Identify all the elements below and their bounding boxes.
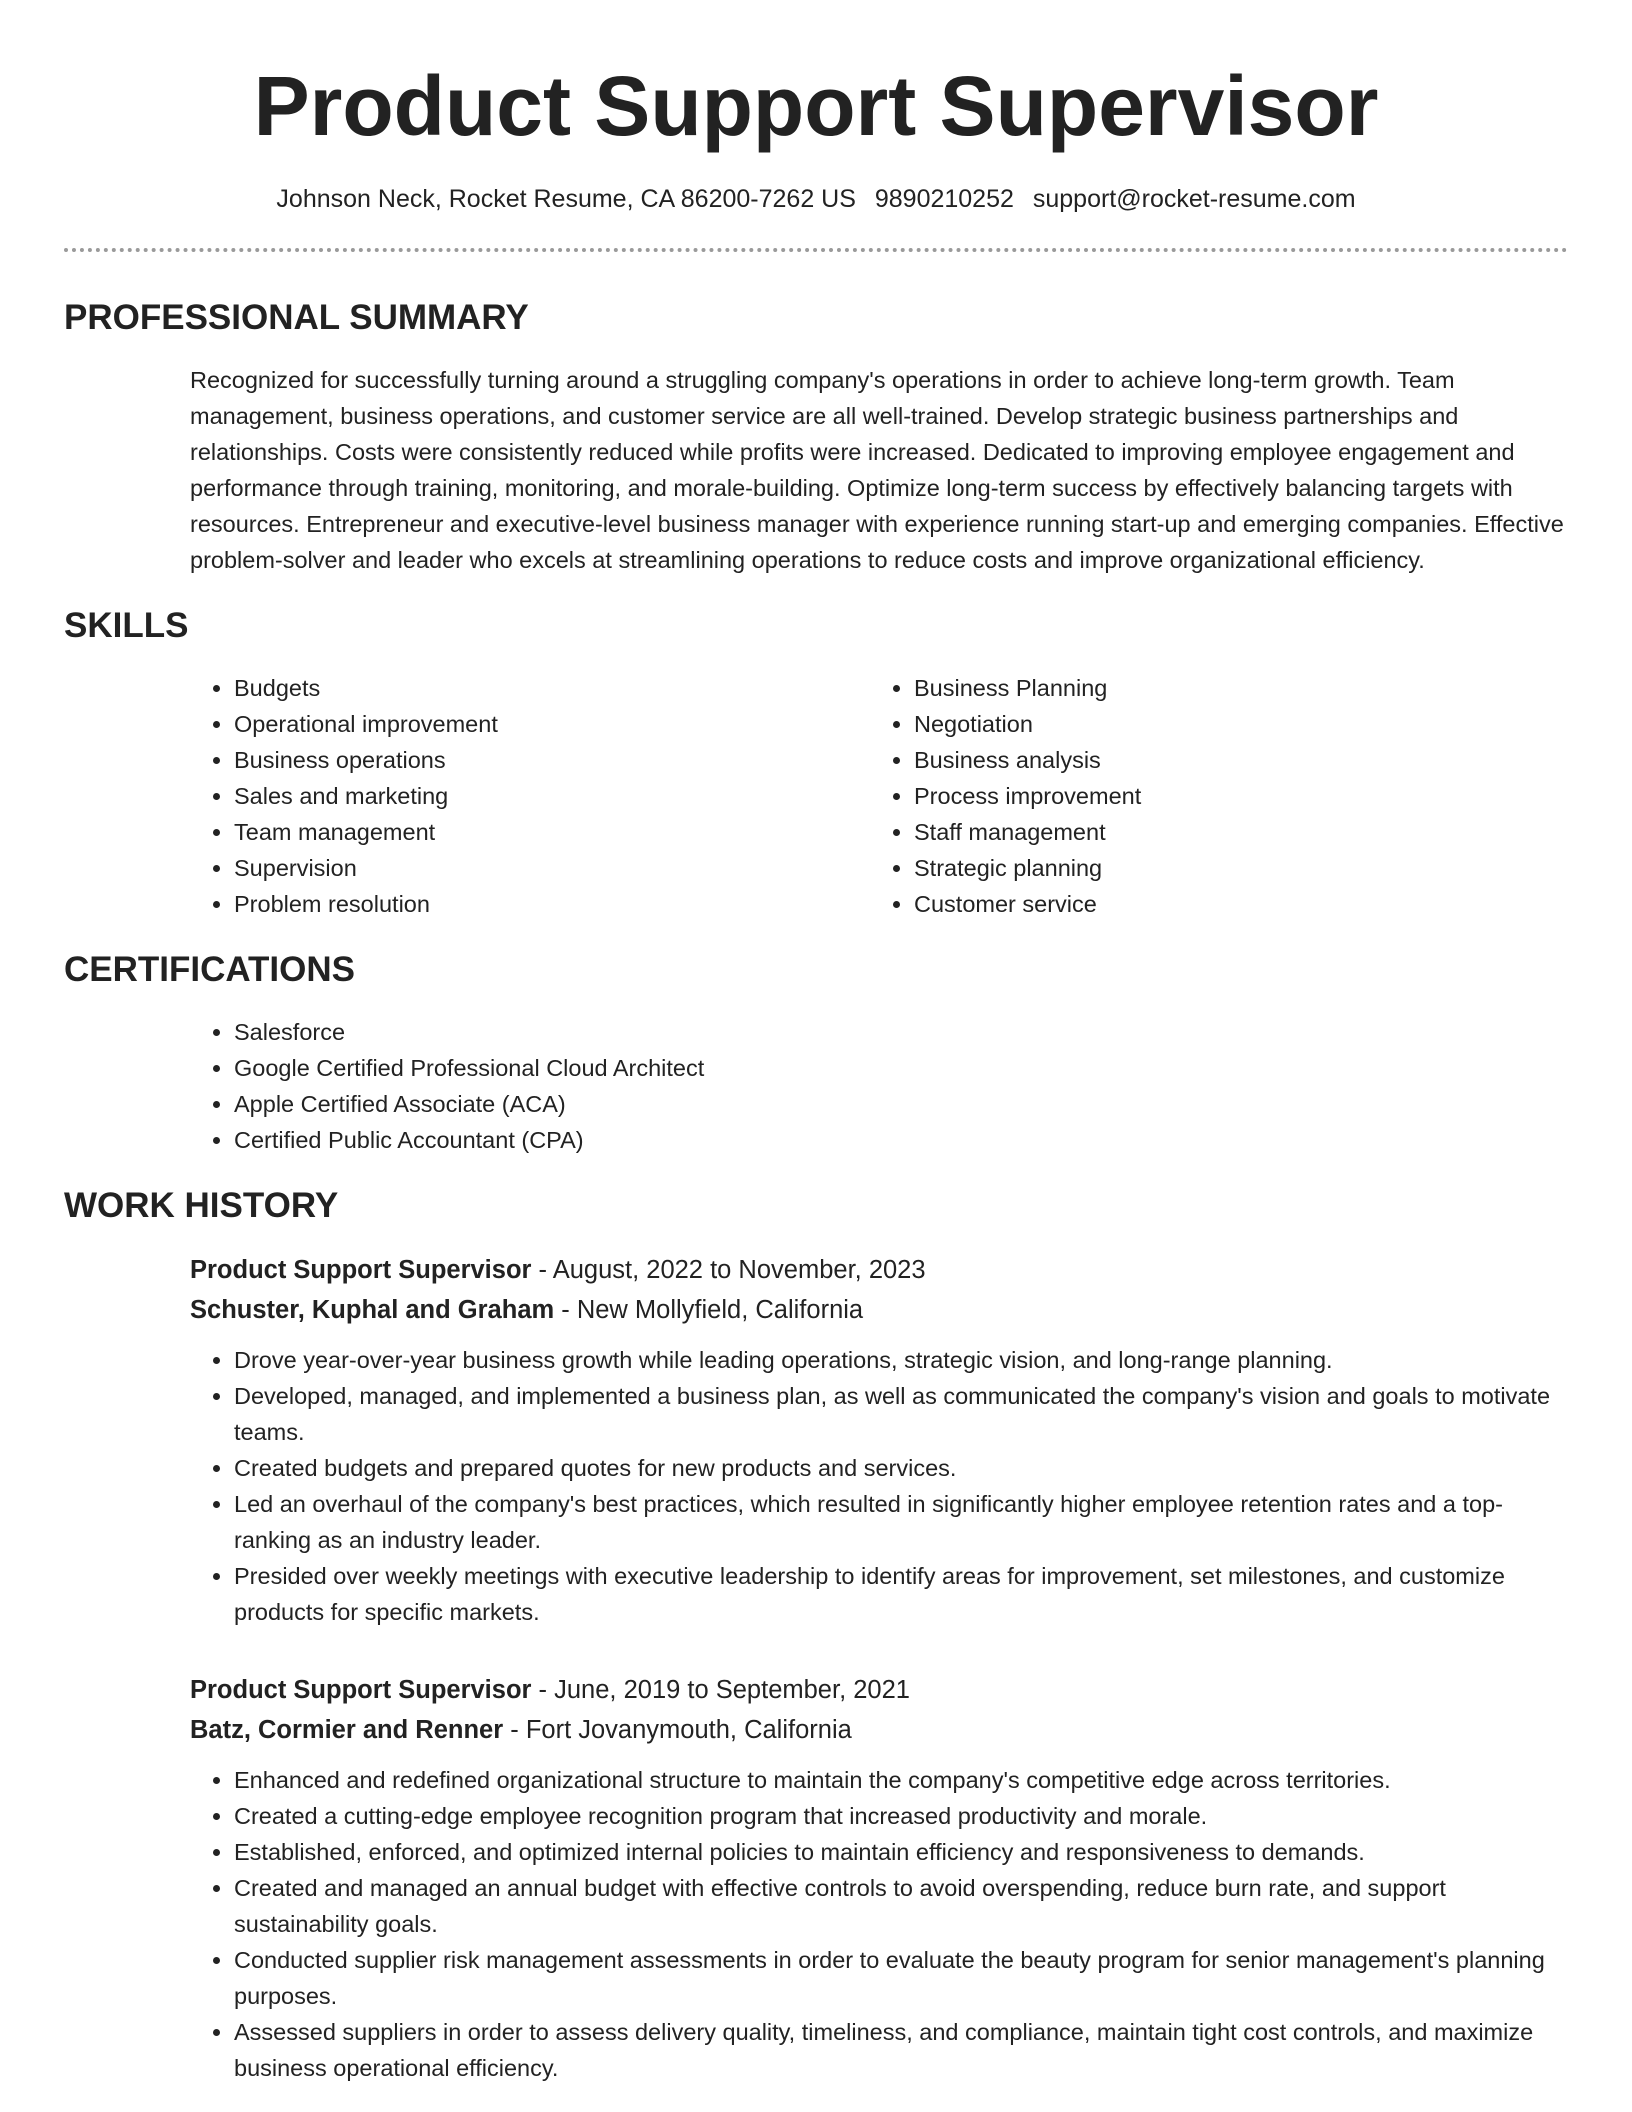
phone-text: 9890210252 (874, 185, 1014, 213)
email-text: support@rocket-resume.com (1032, 185, 1356, 213)
certification-item: • Apple Certified Associate (ACA) (234, 1086, 1568, 1122)
job-bullet: • Created a cutting-edge employee recognition program that increased productivity and morale. (234, 1798, 1568, 1834)
job-company: Batz, Cormier and Renner (190, 1716, 504, 1744)
job-title: Product Support Supervisor (190, 1676, 532, 1704)
job-bullet: • Created and managed an annual budget with effective controls to avoid overspending, reduce burn rate, and support sustainability goals. (234, 1870, 1568, 1942)
work-history-heading: WORK HISTORY (64, 1186, 339, 1225)
job-bullet: • Established, enforced, and optimized internal policies to maintain efficiency and responsiveness to demands. (234, 1834, 1568, 1870)
skill-item: • Problem resolution (234, 886, 870, 922)
skill-item: • Business analysis (914, 742, 1550, 778)
job-bullet: • Assessed suppliers in order to assess delivery quality, timeliness, and compliance, maintain tight cost controls, and maximize business operational efficiency. (234, 2014, 1568, 2086)
job-entry (64, 1250, 1568, 1630)
skill-item: • Process improvement (914, 778, 1550, 814)
skills-list-left (190, 670, 870, 922)
job-bullet: • Conducted supplier risk management assessments in order to evaluate the beauty program for senior management's planning purposes. (234, 1942, 1568, 2014)
job-bullet: • Presided over weekly meetings with executive leadership to identify areas for improvement, set milestones, and customize products for specific markets. (234, 1558, 1568, 1630)
job-bullet: • Developed, managed, and implemented a business plan, as well as communicated the company's vision and goals to motivate teams. (234, 1378, 1568, 1450)
skills-section (64, 604, 1568, 922)
skills-heading: SKILLS (64, 606, 189, 645)
skill-item: • Budgets (234, 670, 870, 706)
summary-text: Recognized for successfully turning around a struggling company's operations in order to achieve long-term growth. Team management, business operations, and customer service are all well-trained. Develop strategic business partnerships and relationships. Costs were consistently reduced while profits were increased. Dedicated to improving employee engagement and performance through training, monitoring, and morale-building. Optimize long-term success by effectively balancing targets with resources. Entrepreneur and executive-level business manager with experience running start-up and emerging companies. Effective problem-solver and leader who excels at streamlining operations to reduce costs and improve organizational efficiency. (190, 367, 1564, 573)
certification-item: • Certified Public Accountant (CPA) (234, 1122, 1568, 1158)
job-title-line (190, 1250, 1568, 1290)
skills-list-right (870, 670, 1550, 922)
job-dates: - August, 2022 to November, 2023 (531, 1256, 926, 1284)
skill-item: • Strategic planning (914, 850, 1550, 886)
certification-item: • Salesforce (234, 1014, 1568, 1050)
skill-item: • Negotiation (914, 706, 1550, 742)
job-title: Product Support Supervisor (190, 1256, 532, 1284)
skills-column-right (870, 670, 1550, 922)
skill-item: • Business Planning (914, 670, 1550, 706)
certifications-list (190, 1014, 1568, 1158)
job-bullet: • Created budgets and prepared quotes for new products and services. (234, 1450, 1568, 1486)
resume-title: Product Support Supervisor (253, 59, 1379, 153)
skill-item: • Customer service (914, 886, 1550, 922)
job-title-line (190, 1670, 1568, 1710)
job-bullet-list (190, 1342, 1568, 1630)
summary-section (64, 296, 1568, 578)
skills-column-left (190, 670, 870, 922)
certifications-section (64, 948, 1568, 1158)
certifications-body (64, 1014, 1568, 1158)
contact-line (64, 182, 1568, 216)
skill-item: • Supervision (234, 850, 870, 886)
certification-item: • Google Certified Professional Cloud Architect (234, 1050, 1568, 1086)
job-dates: - June, 2019 to September, 2021 (531, 1676, 910, 1704)
header-divider (64, 248, 1568, 252)
job-bullet: • Enhanced and redefined organizational structure to maintain the company's competitive edge across territories. (234, 1762, 1568, 1798)
job-location: - Fort Jovanymouth, California (503, 1716, 852, 1744)
skill-item: • Sales and marketing (234, 778, 870, 814)
job-bullet-list (190, 1762, 1568, 2086)
job-company: Schuster, Kuphal and Graham (190, 1296, 555, 1324)
job-entry (64, 1670, 1568, 2086)
skill-item: • Staff management (914, 814, 1550, 850)
summary-heading: PROFESSIONAL SUMMARY (64, 298, 529, 337)
job-location: - New Mollyfield, California (554, 1296, 864, 1324)
job-company-line (190, 1710, 1568, 1750)
job-company-line (190, 1290, 1568, 1330)
address-text: Johnson Neck, Rocket Resume, CA 86200-7262 US (276, 185, 856, 213)
skill-item: • Business operations (234, 742, 870, 778)
work-history-section (64, 1184, 1568, 2086)
resume-page (64, 0, 1568, 2086)
skills-grid (190, 670, 1568, 922)
job-bullet: • Led an overhaul of the company's best practices, which resulted in significantly higher employee retention rates and a top-ranking as an industry leader. (234, 1486, 1568, 1558)
skill-item: • Operational improvement (234, 706, 870, 742)
certifications-heading: CERTIFICATIONS (64, 950, 356, 989)
skills-body (64, 670, 1568, 922)
job-bullet: • Drove year-over-year business growth while leading operations, strategic vision, and long-range planning. (234, 1342, 1568, 1378)
skill-item: • Team management (234, 814, 870, 850)
